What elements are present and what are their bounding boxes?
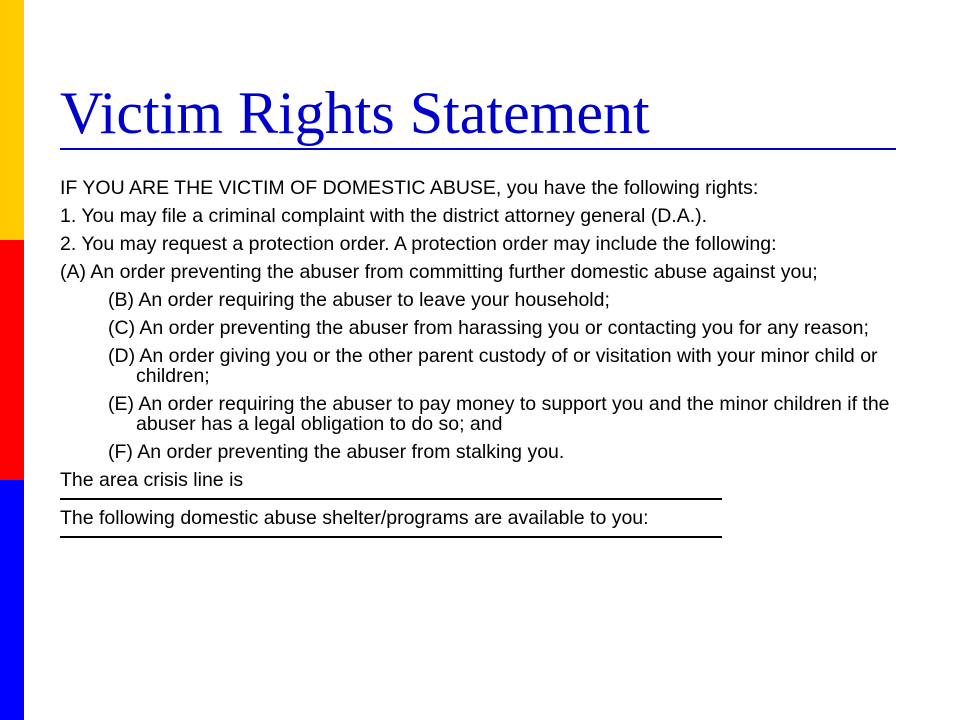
slide-body [60,178,900,546]
order-item-d: (D) An order giving you or the other parent custody of or visitation with your minor child or children; [108,345,878,387]
intro-paragraph: IF YOU ARE THE VICTIM OF DOMESTIC ABUSE, you have the following rights: [60,177,759,199]
order-item-a: (A) An order preventing the abuser from committing further domestic abuse against you; [60,261,818,283]
order-item-f: (F) An order preventing the abuser from stalking you. [108,441,565,463]
order-item-b: (B) An order requiring the abuser to leave your household; [108,289,610,311]
order-item-e: (E) An order requiring the abuser to pay money to support you and the minor children if the abuser has a legal obligation to do so; and [108,393,890,435]
title-underline [60,148,896,150]
shelters-blank [60,536,722,538]
accent-stripe-red [0,240,24,480]
accent-stripe-blue [0,480,24,720]
shelters-label: The following domestic abuse shelter/programs are available to you: [60,507,649,529]
crisis-line-blank [60,498,722,500]
right-item-2: 2. You may request a protection order. A protection order may include the following: [60,233,777,255]
crisis-line-label: The area crisis line is [60,469,244,491]
slide-title: Victim Rights Statement [60,80,650,146]
right-item-1: 1. You may file a criminal complaint with the district attorney general (D.A.). [60,205,708,227]
accent-stripe-yellow [0,0,24,240]
order-item-c: (C) An order preventing the abuser from harassing you or contacting you for any reason; [108,317,869,339]
